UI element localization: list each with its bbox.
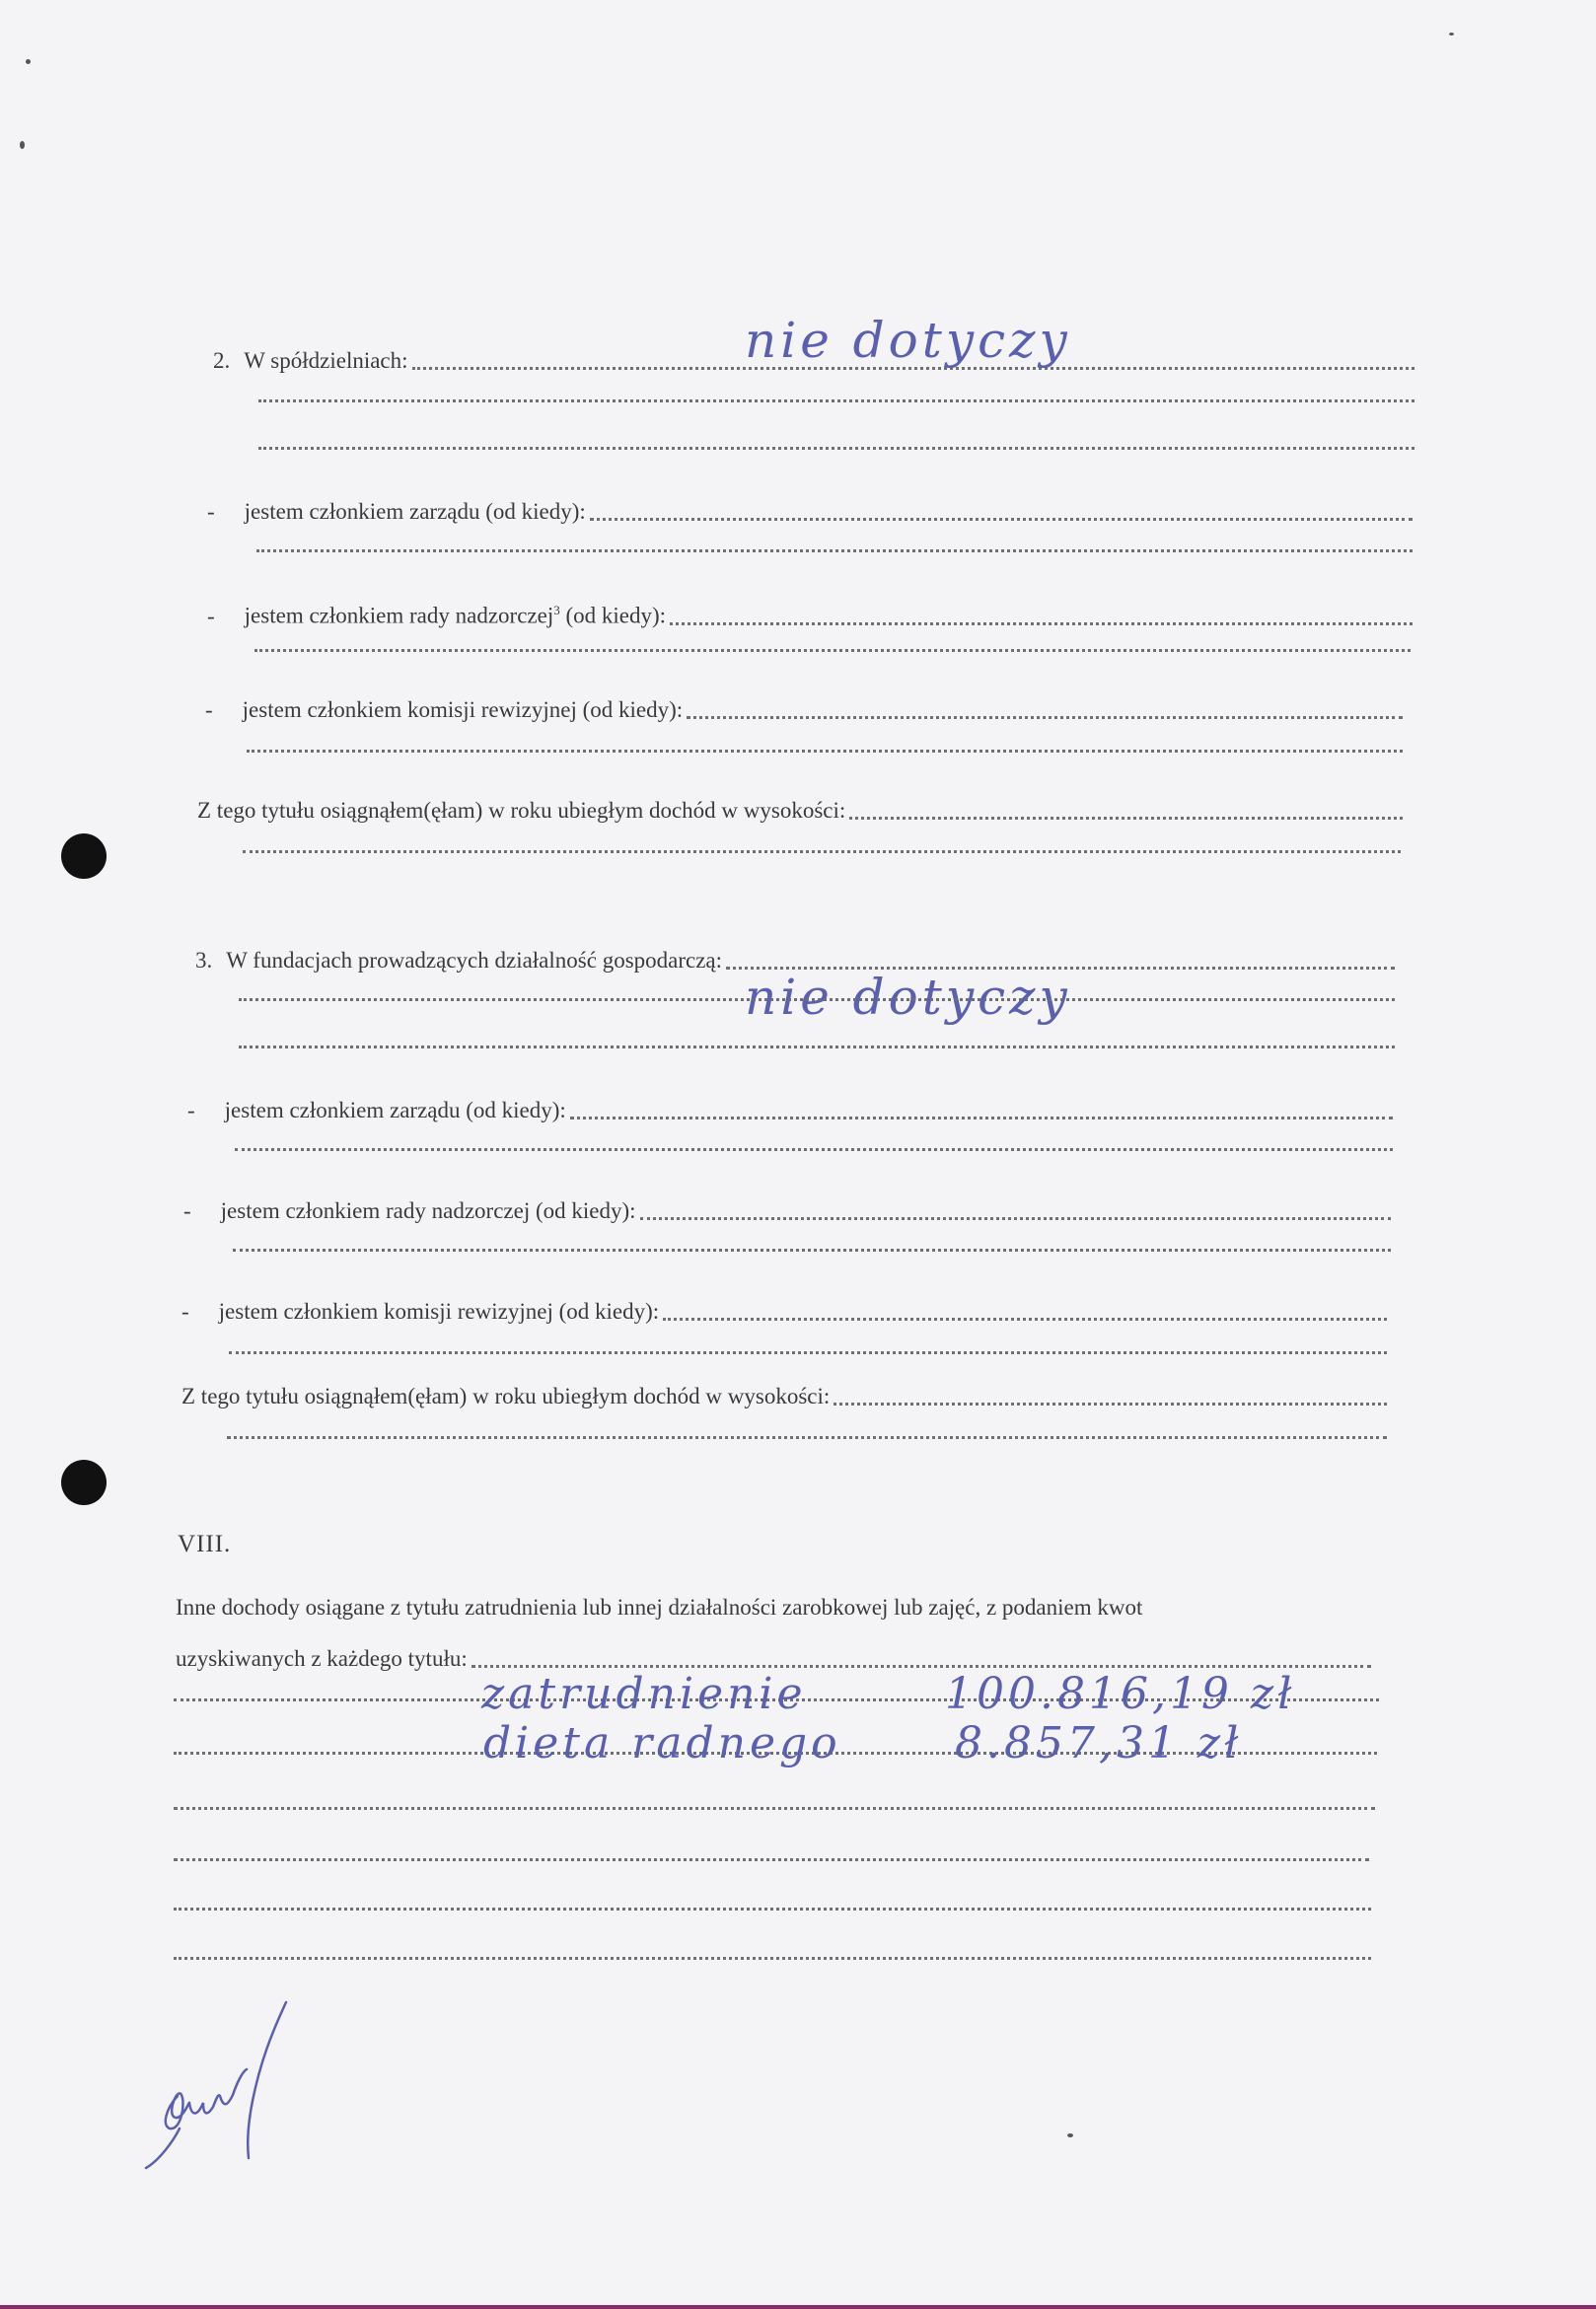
s2-board-member-fill (256, 549, 1413, 557)
s8-fill-line-3 (174, 1807, 1375, 1815)
dash: - (187, 1098, 195, 1122)
s2-income-label: Z tego tytułu osiągnąłem(ęłam) w roku ubiegłym dochód w wysokości: (197, 798, 846, 823)
s2-audit-fill (247, 750, 1403, 758)
dash: - (205, 697, 213, 722)
s3-handwritten: nie dotyczy (745, 969, 1071, 1026)
s3-title: W fundacjach prowadzących działalność gospodarczą: (226, 948, 723, 973)
section-viii-heading: VIII. (178, 1531, 232, 1557)
scan-bottom-edge (0, 2305, 1596, 2309)
signature (138, 1992, 296, 2180)
s3-fill-line-1 (239, 998, 1395, 1006)
s2-board-member-label: jestem członkiem zarządu (od kiedy): (244, 499, 586, 524)
dash: - (183, 1198, 191, 1223)
dash: - (207, 603, 215, 628)
s3-board-member-label: jestem członkiem zarządu (od kiedy): (224, 1098, 566, 1122)
s2-handwritten: nie dotyczy (745, 312, 1071, 369)
s3-supervisory-label: jestem członkiem rady nadzorczej (od kiedy): (220, 1198, 636, 1223)
s2-audit-line (205, 696, 1403, 724)
dash: - (207, 499, 215, 524)
scan-speck (26, 59, 31, 64)
s2-supervisory-text: jestem członkiem rady nadzorczej (244, 603, 554, 628)
s2-income-line (197, 797, 1403, 825)
s8-intro-line-1 (176, 1594, 1399, 1622)
scan-speck (20, 141, 25, 149)
punch-hole-bottom (61, 1460, 107, 1505)
s2-fill-line-1 (258, 399, 1415, 407)
s2-board-member-line (207, 498, 1413, 526)
punch-hole-top (61, 833, 107, 879)
s3-income-line (181, 1383, 1387, 1410)
s3-supervisory-line (183, 1197, 1391, 1225)
s8-entry-1-amount: 100.816,19 zł (945, 1669, 1296, 1719)
s2-supervisory-tail: (od kiedy): (559, 603, 667, 628)
s3-board-member-line (187, 1097, 1393, 1124)
s3-income-fill (227, 1436, 1387, 1444)
s8-entry-2-label: dieta radnego (483, 1718, 841, 1768)
s2-income-fill (243, 850, 1401, 858)
s2-number: 2. (213, 348, 231, 373)
s8-intro-text-1: Inne dochody osiągane z tytułu zatrudnienia lub innej działalności zarobkowej lub zajęć, z podaniem kwot (176, 1595, 1143, 1620)
s8-entry-1-label: zatrudnienie (481, 1669, 807, 1719)
s3-audit-fill (229, 1351, 1387, 1359)
footnote-marker: 3 (553, 603, 560, 617)
s3-number: 3. (195, 948, 213, 973)
s3-income-label: Z tego tytułu osiągnąłem(ęłam) w roku ubiegłym dochód w wysokości: (181, 1384, 831, 1408)
s3-audit-label: jestem członkiem komisji rewizyjnej (od kiedy): (218, 1299, 660, 1324)
dash: - (181, 1299, 189, 1324)
s8-fill-line-6 (174, 1957, 1371, 1965)
s3-fill-line-2 (239, 1046, 1395, 1053)
s3-board-member-fill (235, 1148, 1393, 1156)
s3-supervisory-fill (233, 1249, 1391, 1257)
scan-speck (1067, 2133, 1073, 2137)
s8-intro-text-2: uzyskiwanych z każdego tytułu: (176, 1646, 468, 1671)
s3-audit-line (181, 1298, 1387, 1326)
s8-entry-2-amount: 8.857,31 zł (955, 1718, 1243, 1768)
s2-audit-label: jestem członkiem komisji rewizyjnej (od kiedy): (242, 697, 684, 722)
s8-fill-line-4 (174, 1858, 1369, 1866)
s2-fill-line-2 (258, 447, 1415, 455)
s2-title: W spółdzielniach: (244, 348, 408, 373)
s2-supervisory-label (245, 597, 670, 630)
s8-fill-line-5 (174, 1908, 1371, 1915)
scan-speck (1449, 33, 1454, 36)
s2-supervisory-line (207, 597, 1413, 630)
s2-supervisory-fill (254, 649, 1411, 657)
